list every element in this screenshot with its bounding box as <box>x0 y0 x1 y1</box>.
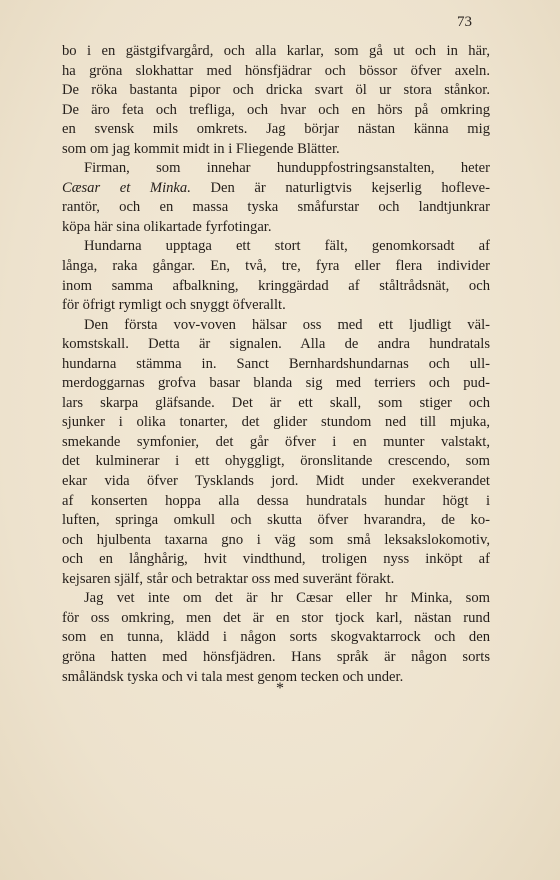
text-line: Firman, som innehar hunduppfostringsanstalten, heter <box>84 160 490 177</box>
text-line: som en tunna, klädd i någon sorts skogvaktarrock och den <box>62 629 490 646</box>
text-line: en svensk mils omkrets. Jag börjar nästan känna mig <box>62 121 490 138</box>
text-line: det kulminerar i ett ohyggligt, öronslitande crescendo, som <box>62 453 490 470</box>
text-line: ekar vida öfver Tysklands jord. Midt under exekverandet <box>62 473 490 490</box>
text-line: och hjulbenta taxarna gno i väg som små leksakslokomotiv, <box>62 531 490 548</box>
text-line: köpa här sina olikartade fyrfotingar. <box>62 218 272 235</box>
firm-name: Cæsar et Minka. <box>62 179 191 196</box>
text-line: och en långhårig, hvit vindthund, troligen nyss inköpt af <box>62 551 490 568</box>
section-break-asterisk: * <box>276 680 284 697</box>
text-line: sjunker i olika tonarter, det glider stundom ned till mjuka, <box>62 414 490 431</box>
text-line: komstskall. Detta är signalen. Alla de andra hundratals <box>62 336 490 353</box>
text-line: lars skarpa gläfsande. Det är ett skall, som stiger och <box>62 394 490 411</box>
text-line: långa, raka gångar. En, två, tre, fyra eller flera individer <box>62 258 490 275</box>
text-line: Jag vet inte om det är hr Cæsar eller hr Minka, som <box>84 590 490 607</box>
text-line: som om jag kommit midt in i Fliegende Blätter. <box>62 140 340 157</box>
text-line: rantör, och en massa tyska småfurstar och landtjunkrar <box>62 199 490 216</box>
text-line: bo i en gästgifvargård, och alla karlar, som gå ut och in här, <box>62 43 490 59</box>
text-line: inom samma afbalkning, kringgärdad af ståltrådsnät, och <box>62 277 490 294</box>
text-line: De äro feta och trefliga, och hvar och en hörs på omkring <box>62 101 490 118</box>
text-line: smekande symfonier, det går öfver i en munter valstakt, <box>62 433 490 450</box>
text-line: De röka bastanta pipor och dricka svart öl ur stora stånkor. <box>62 82 490 99</box>
text-line: ha gröna slokhattar med hönsfjädrar och bössor öfver axeln. <box>62 62 490 79</box>
text-line: Cæsar et Minka. Den är naturligtvis kejserlig hofleve- <box>62 179 490 196</box>
text-line: luften, springa omkull och skutta öfver hvarandra, de ko- <box>62 512 490 529</box>
text-line: kejsaren själf, står och betraktar oss med suveränt förakt. <box>62 570 395 587</box>
text-line: merdoggarnas grofva basar blanda sig med terriers och pud- <box>62 375 490 392</box>
text-line: Hundarna upptaga ett stort fält, genomkorsadt af <box>84 238 490 255</box>
text-line: småländsk tyska och vi tala mest genom tecken och under. <box>62 668 404 685</box>
text-line: hundarna stämma in. Sanct Bernhardshundarnas och ull- <box>62 355 490 372</box>
body-text <box>62 42 490 687</box>
text-line: gröna hatten med hönsfjädren. Hans språk är någon sorts <box>62 648 490 665</box>
page-number: 73 <box>457 14 472 30</box>
text-line: för öfrigt rymligt och snyggt öfverallt. <box>62 297 286 314</box>
text-line: Den första vov-voven hälsar oss med ett ljudligt väl- <box>84 316 490 333</box>
text-line: för oss omkring, men det är en stor tjock karl, nästan rund <box>62 609 490 626</box>
text-line: af konserten hoppa alla dessa hundratals hundar högt i <box>62 492 490 509</box>
